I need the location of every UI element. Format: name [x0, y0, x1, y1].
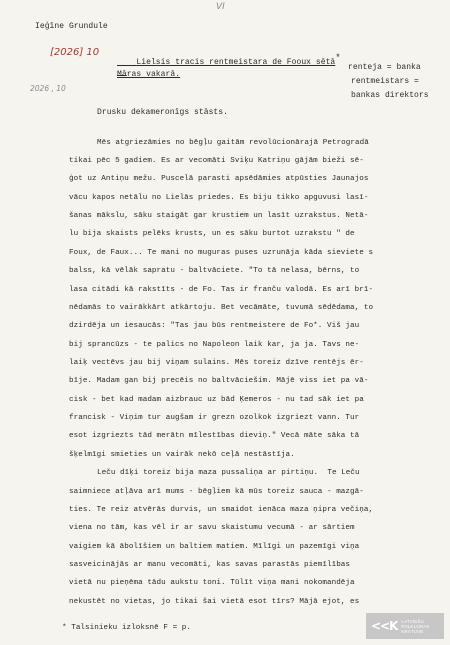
gloss-line-3: bankas direktors	[351, 91, 429, 100]
body-line: lasa citādi kā rakstīts - de Fo. Tas ir franču valodā. Es arī brī-	[69, 286, 374, 294]
archive-logo-line: KRĀTUVE	[401, 628, 424, 634]
body-line: saimniece atļāva arī mums - bēgļiem kā mūs toreiz sauca - mazgā-	[69, 488, 364, 496]
archive-logo-line: LATVIEŠU	[401, 618, 424, 624]
archive-logo-text	[397, 619, 429, 634]
archive-id: [2026] 10	[50, 47, 100, 58]
body-line: esot izgriezts tād merātn mīlestības dieviņ." Vecā māte sāka tā	[69, 432, 360, 440]
archive-logo-line: FOLKLORAS	[401, 623, 430, 629]
archive-logo	[366, 613, 444, 639]
top-margin-mark: VI	[216, 2, 225, 12]
gloss-line-2: rentmeistars =	[351, 77, 419, 86]
body-line: dzirdēja un iesaucās: "Tas jau būs rentmeistere de Fo*. Viš jau	[69, 322, 360, 330]
story-title-text: Lielsis tracis rentmeistara de Fooux sētā	[136, 58, 336, 67]
body-line: šķelmīgi smieties un vairāk nekō ceļā nestāstīja.	[69, 451, 295, 459]
body-line: francisk - Viņim tur augšam ir grezn ozolkok izgriezt vann. Tur	[69, 414, 360, 422]
body-line: laiķ vectēvs jau bij viņam sulains. Mēs toreiz dzīve rentējs ēr-	[69, 359, 364, 367]
body-line: vācu kapos netālu no Lielās priedes. Es biju tikko apguvusi lasī-	[69, 194, 369, 202]
footnote: * Talsinieku izloksnē F = p.	[62, 624, 191, 632]
pencil-note: 2026 , 10	[30, 84, 66, 93]
body-line: vaigiem kā ābolīšiem un baltiem matiem. Mīlīgi un pazemīgi viņa	[69, 543, 360, 551]
body-line: lu bija skaists pelēks krusts, un es sāku burtot uzrakstu " de	[69, 230, 355, 238]
author-name: Ieģīne Grundule	[35, 22, 108, 31]
body-line: bij sprancūzs - te palics no Napoleon laik kar, ja ja. Tavs ne-	[69, 341, 360, 349]
body-line: šanas mākslu, sāku staigāt gar krustiem un lasīt uzrakstus. Netā-	[69, 212, 369, 220]
body-line: balss, kā vēlāk sapratu - baltvāciete. "To tā nelasa, bērns, to	[69, 267, 360, 275]
gloss-line-1: renteja = banka	[348, 63, 421, 72]
story-subtitle: Drusku dekameronīgs stāsts.	[97, 108, 228, 117]
body-line: viena no tām, kas vēl ir ar savu skaistumu vecumā - ar sārtiem	[69, 524, 355, 532]
body-line: Mēs atgriezāmies no bēgļu gaitām revolūcionārajā Petrogradā	[97, 139, 369, 147]
body-line: nekustēt no vietas, jo tikai šai vietā esot tīrs? Mājā ejot, es	[69, 598, 360, 606]
body-line: cisk - bet kad madam aizbrauc uz bād Ķemeros - nu tad sāk iet pa	[69, 396, 364, 404]
body-line: Foux, de Faux... Te mani no muguras puses uzrunāja kāda sieviete s	[69, 249, 374, 257]
body-line: ties. Te reiz atvērās durvis, un smaidot ienāca maza ņipra večiņa,	[69, 506, 374, 514]
title-footnote-star: *	[335, 53, 341, 63]
body-line: ģot uz Antiņu mežu. Puscelā parasti apsēdāmies atpūsties Jaunajos	[69, 175, 369, 183]
archive-logo-mark: <<K	[371, 619, 398, 633]
body-line: sasveicinājās ar manu vecomāti, kas savas parastās piemīlības	[69, 561, 351, 569]
body-line: vietā nu pieņēma tādu aukstu toni. Tūlīt viņa mani nokomandēja	[69, 579, 355, 587]
body-line: bīje. Madam gan bij precēis no baltvācieším. Mājē viss iet pa vā-	[69, 377, 369, 385]
story-title-line2: Māras vakarā.	[117, 70, 181, 79]
body-line: Leču dīķi toreiz bija maza pussaliņa ar pirtiņu. Te Leču	[97, 469, 360, 477]
body-line: tikai pēc 5 gadiem. Es ar vecomāti Sviķu Katriņu gājām bieži sē-	[69, 157, 364, 165]
body-line: nēdamās to vairākkārt atkārtoju. Bet vecāmāte, tuvumā sēdēdama, to	[69, 304, 374, 312]
